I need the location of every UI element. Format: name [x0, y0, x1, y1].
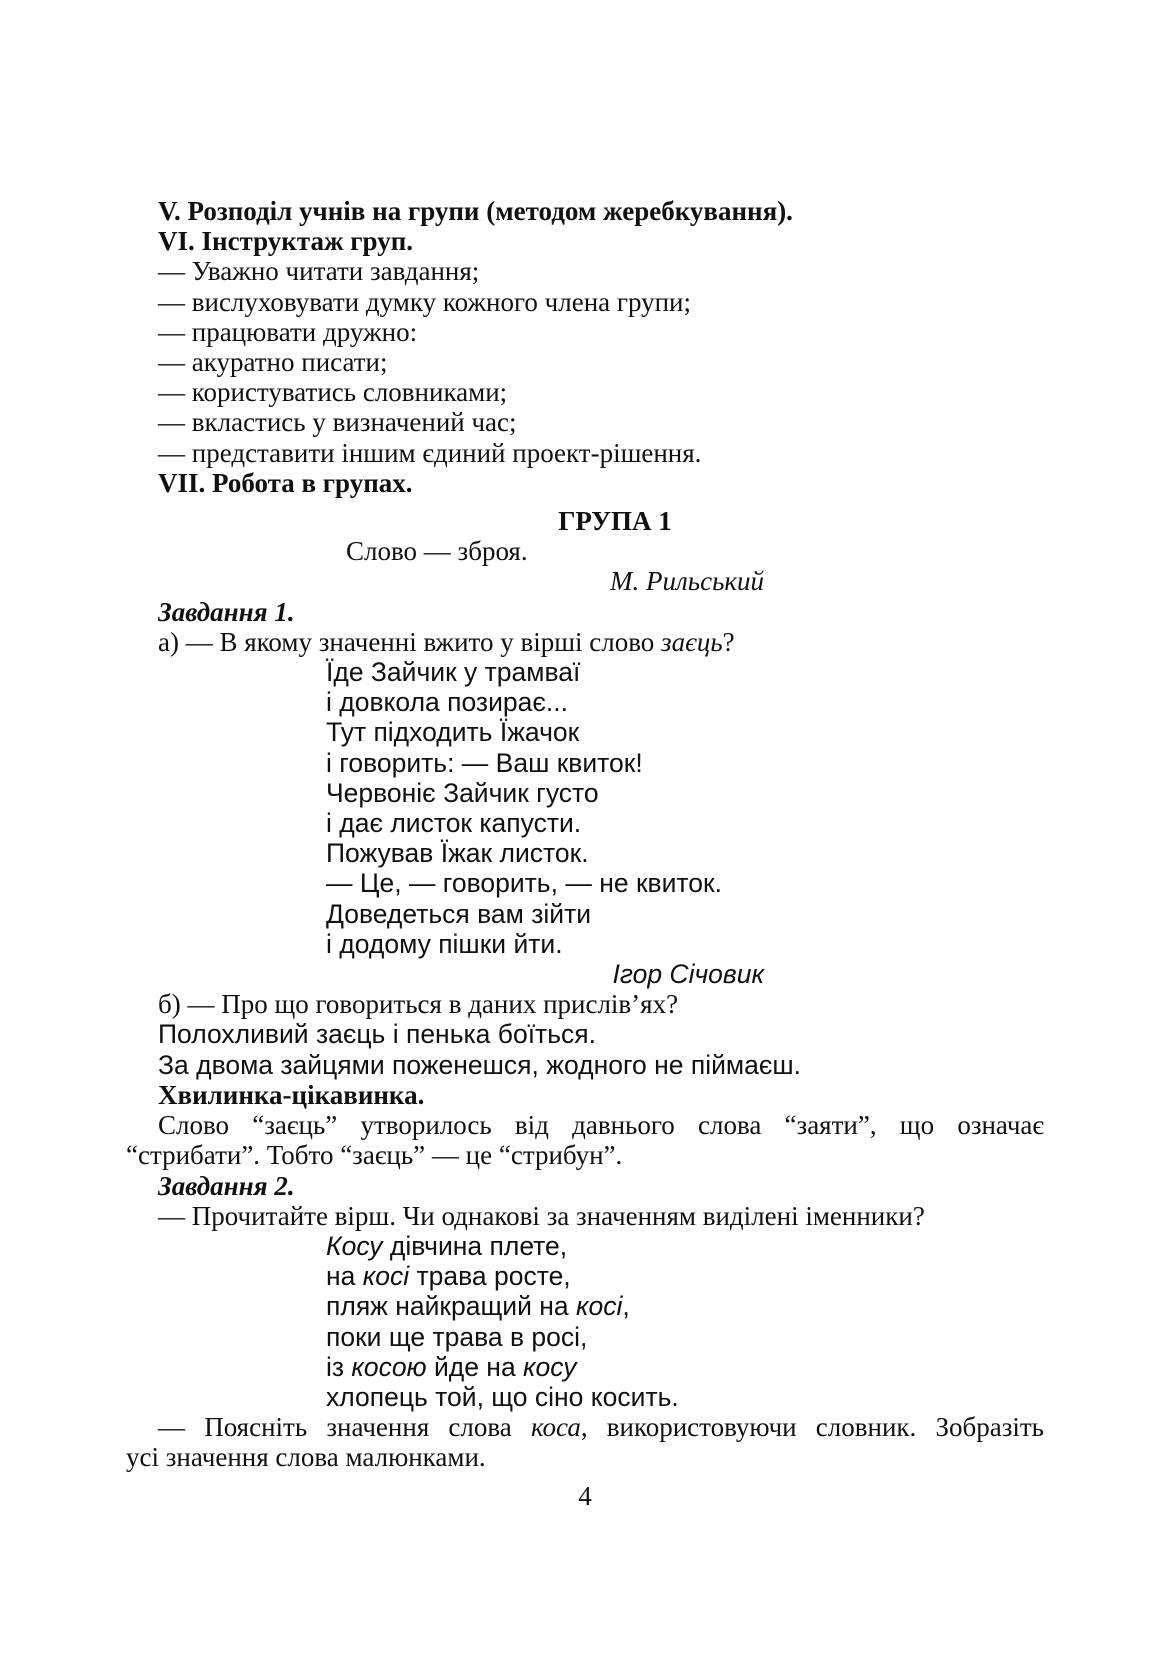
fact-text-line2: “стрибати”. Тобто “заєць” — це “стрибун”.: [126, 1140, 623, 1171]
epigraph: Слово — зброя.: [346, 536, 528, 567]
proverb: Полохливий заєць і пенька боїться.: [158, 1019, 596, 1050]
question-a-word: заєць: [661, 626, 723, 657]
poem-line: і говорить: — Ваш квиток!: [326, 747, 643, 778]
epigraph-author: М. Рильський: [610, 566, 764, 597]
instruction-item: — Уважно читати завдання;: [158, 256, 480, 287]
instruction-item: — вкластись у визначений час;: [158, 407, 517, 438]
instruction-item: — представити іншим єдиний проект-рішення.: [158, 437, 702, 468]
poem-line: Косу дівчина плете,: [326, 1230, 568, 1261]
poem-line: і дає листок капусти.: [326, 808, 582, 839]
poem-line: Доведеться вам зійти: [326, 898, 592, 929]
task1-question-b: б) — Про що говориться в даних прислів’ях?: [158, 989, 679, 1020]
heading-v: V. Розподіл учнів на групи (методом жеребкування).: [158, 196, 793, 226]
instruction-list: [126, 256, 1044, 467]
instruction-item: — користуватись словниками;: [158, 377, 508, 408]
fact-text-line1: Слово “заєць” утворилось від давнього слова “заяти”, що означає: [158, 1110, 1044, 1141]
question-a-suffix: ?: [722, 626, 735, 657]
poem-line: Пожував Їжак листок.: [326, 838, 589, 869]
poem-zaichyk: [126, 657, 1044, 959]
task2-explain: — Поясніть значення слова коса, використовуючи словник. Зобразіть: [158, 1412, 1044, 1443]
fact-title: Хвилинка-цікавинка.: [158, 1079, 425, 1110]
instruction-item: — акуратно писати;: [158, 347, 388, 378]
instruction-item: — працювати дружно:: [158, 316, 418, 347]
page-number: 4: [578, 1480, 592, 1511]
poem-line: із косою йде на косу: [326, 1351, 577, 1382]
task2-explain-line2: усі значення слова малюнками.: [126, 1442, 486, 1473]
poem-line: і довкола позирає...: [326, 687, 568, 718]
poem-line: пляж найкращий на косі,: [326, 1291, 630, 1322]
page: [126, 196, 1044, 1511]
heading-vi: VI. Інструктаж груп.: [158, 226, 414, 257]
heading-vii: VII. Робота в групах.: [158, 467, 413, 498]
task1-title: Завдання 1.: [158, 596, 295, 627]
poem-line: Червоніє Зайчик густо: [326, 777, 599, 808]
question-a-text: а) — В якому значенні вжито у вірші слово: [158, 626, 662, 657]
poem-line: хлопець той, що сіно косить.: [326, 1381, 679, 1412]
poem-kosa: [126, 1231, 1044, 1412]
poem-line: Їде Зайчик у трамваї: [326, 657, 581, 688]
proverb: За двома зайцями поженешся, жодного не піймаєш.: [158, 1049, 802, 1080]
task2-question: — Прочитайте вірш. Чи однакові за значенням виділені іменники?: [158, 1200, 925, 1231]
task2-title: Завдання 2.: [158, 1170, 295, 1201]
instruction-item: — вислуховувати думку кожного члена групи;: [158, 286, 691, 317]
poem-line: Тут підходить Їжачок: [326, 717, 580, 748]
group-title: ГРУПА 1: [558, 506, 672, 537]
task1-question-a: [126, 627, 1044, 657]
poem-line: поки ще трава в росі,: [326, 1321, 588, 1352]
poem-line: на косі трава росте,: [326, 1261, 571, 1292]
poem-line: — Це, — говорить, — не квиток.: [326, 868, 722, 899]
poem-line: і додому пішки йти.: [326, 928, 563, 959]
poem-author: Ігор Січовик: [612, 959, 764, 990]
